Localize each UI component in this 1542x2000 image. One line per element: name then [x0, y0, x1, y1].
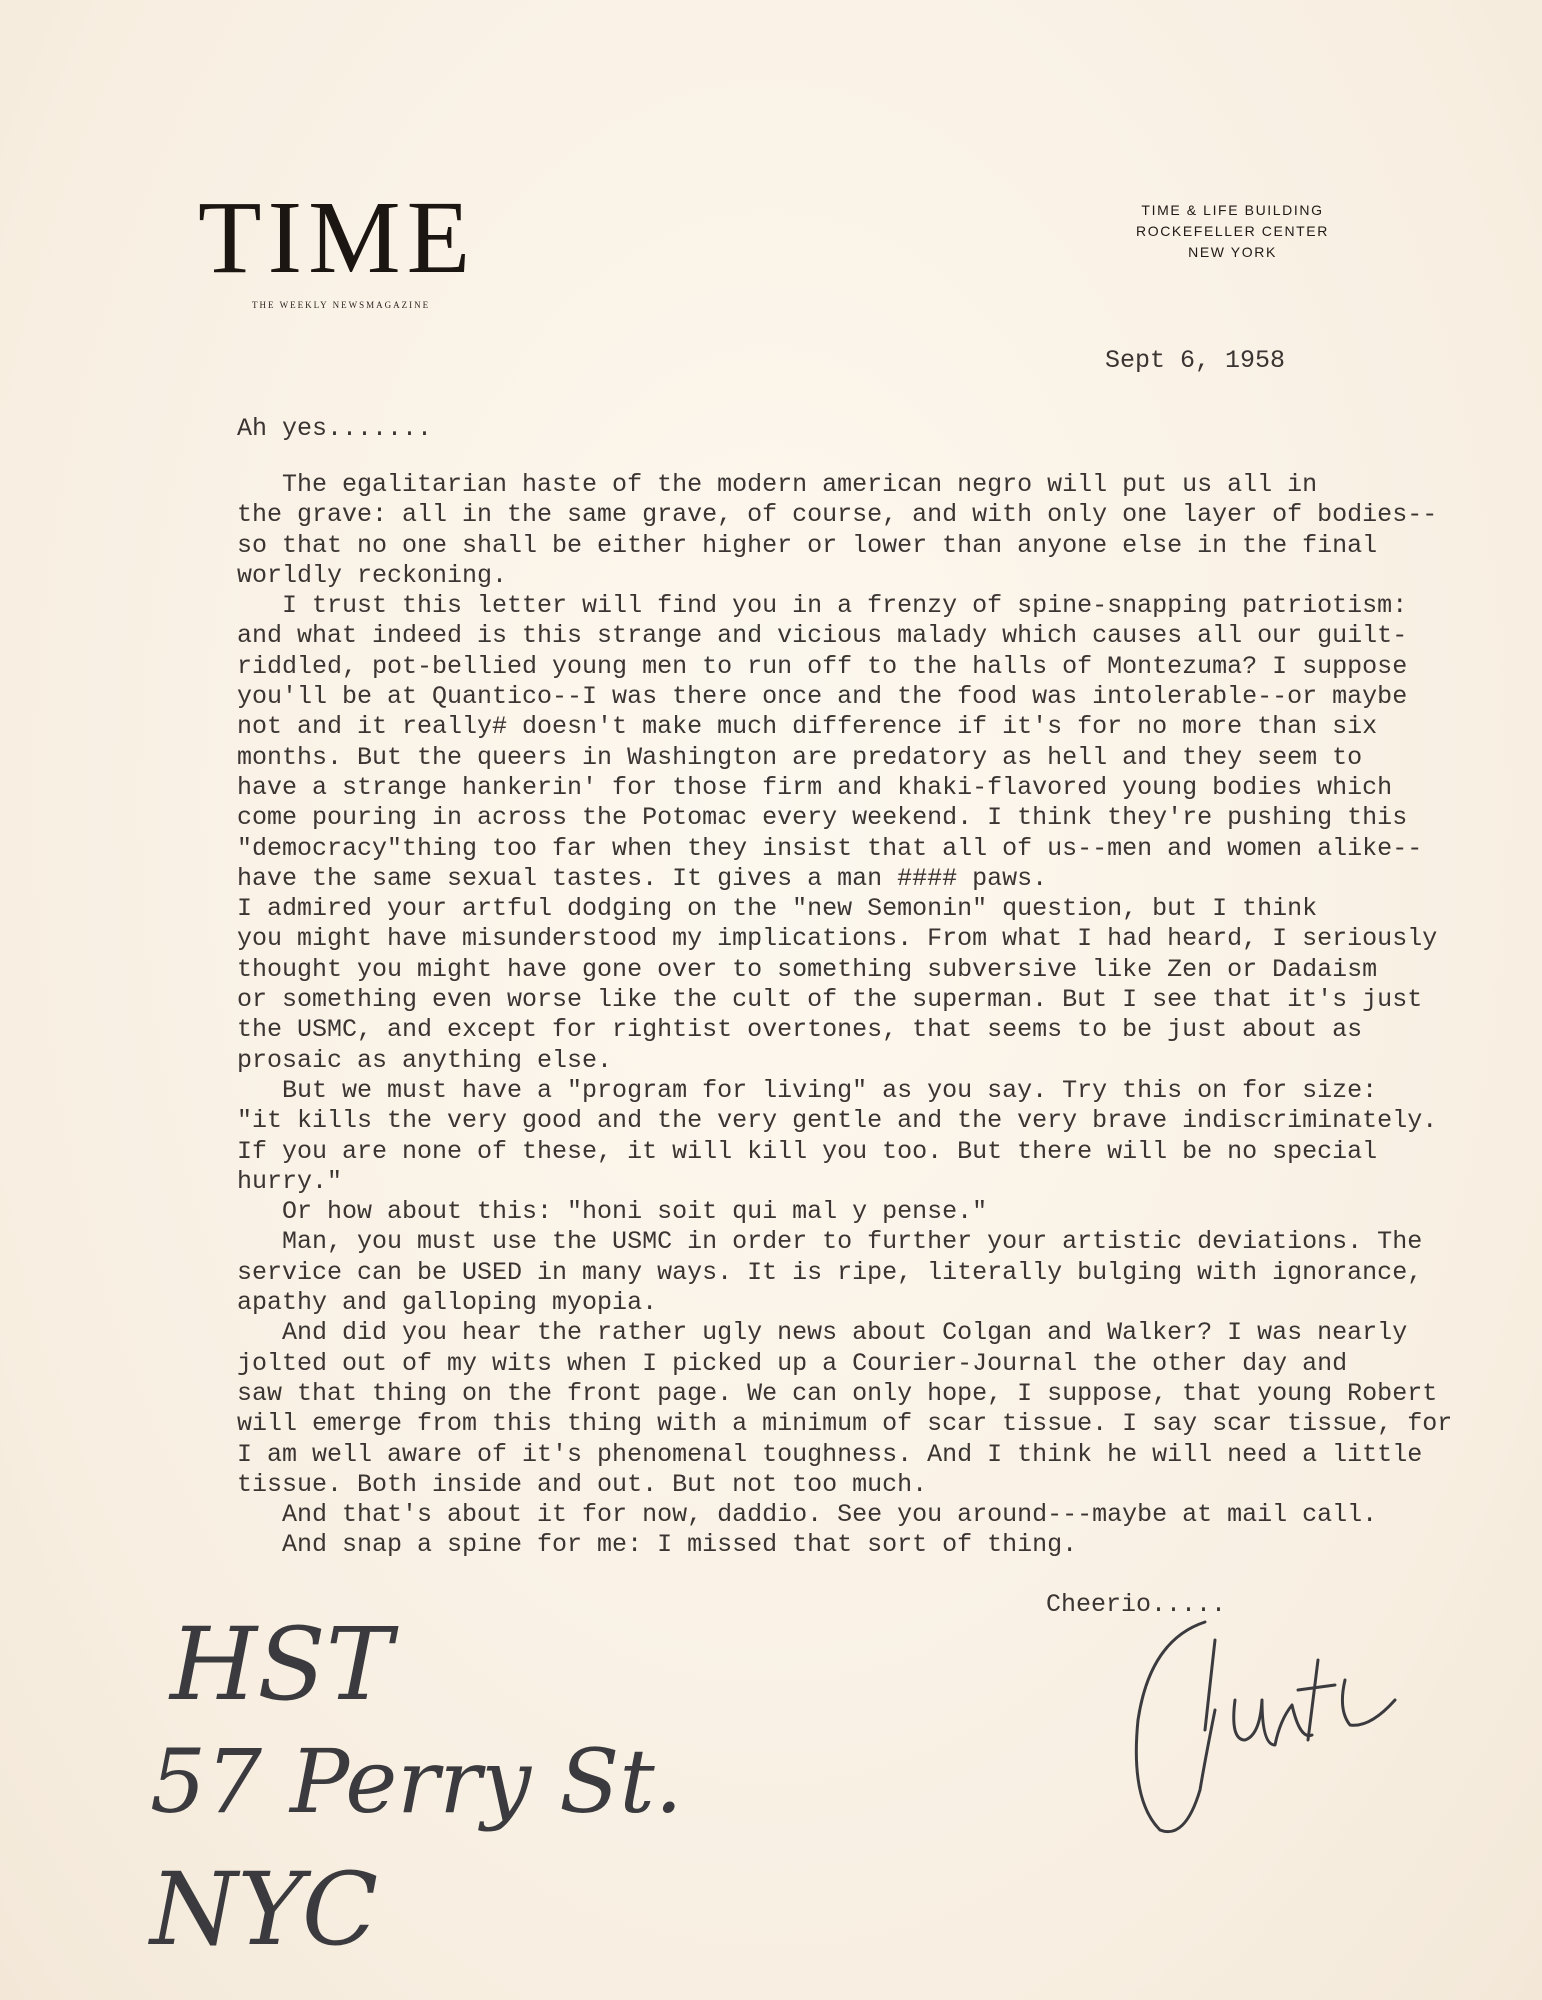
address-line: ROCKEFELLER CENTER — [1136, 223, 1329, 239]
body-line: I am well aware of it's phenomenal toughness. And I think he will need a little — [237, 1439, 1423, 1469]
handwritten-initials: HST — [170, 1606, 393, 1723]
body-line: service can be USED in many ways. It is ripe, literally bulging with ignorance, — [237, 1257, 1423, 1287]
body-line: come pouring in across the Potomac every weekend. I think they're pushing this — [237, 803, 1408, 833]
body-line: prosaic as anything else. — [237, 1045, 613, 1075]
time-logo: TIME — [198, 180, 477, 295]
body-line: thought you might have gone over to something subversive like Zen or Dadaism — [237, 954, 1378, 984]
body-line: I admired your artful dodging on the "new Semonin" question, but I think — [237, 894, 1318, 924]
body-line: And did you hear the rather ugly news about Colgan and Walker? I was nearly — [237, 1318, 1408, 1348]
body-line: so that no one shall be either higher or lower than anyone else in the final — [237, 530, 1378, 560]
handwritten-street: 57 Perry St. — [150, 1730, 683, 1833]
body-line: or something even worse like the cult of the superman. But I see that it's just — [237, 985, 1423, 1015]
body-line: you'll be at Quantico--I was there once and the food was intolerable--or maybe — [237, 682, 1408, 712]
body-line: riddled, pot-bellied young men to run off to the halls of Montezuma? I suppose — [237, 651, 1408, 681]
body-line: and what indeed is this strange and vicious malady which causes all our guilt- — [237, 621, 1408, 651]
body-line: will emerge from this thing with a minimum of scar tissue. I say scar tissue, for — [237, 1409, 1453, 1439]
address-line: NEW YORK — [1188, 244, 1277, 260]
body-line: months. But the queers in Washington are predatory as hell and they seem to — [237, 742, 1363, 772]
body-line: the USMC, and except for rightist overtones, that seems to be just about as — [237, 1015, 1363, 1045]
body-line: tissue. Both inside and out. But not too much. — [237, 1469, 928, 1499]
body-line: not and it really# doesn't make much difference if it's for no more than six — [237, 712, 1378, 742]
logo-tagline: THE WEEKLY NEWSMAGAZINE — [252, 300, 431, 310]
body-line: The egalitarian haste of the modern american negro will put us all in — [237, 470, 1318, 499]
body-line: apathy and galloping myopia. — [237, 1288, 658, 1318]
body-line: And that's about it for now, daddio. See you around---maybe at mail call. — [237, 1500, 1378, 1530]
body-line: the grave: all in the same grave, of course, and with only one layer of bodies-- — [237, 500, 1438, 530]
body-line: If you are none of these, it will kill you too. But there will be no special — [237, 1136, 1378, 1166]
body-line: hurry." — [237, 1166, 343, 1196]
signature — [1136, 1622, 1395, 1832]
body-line: jolted out of my wits when I picked up a Courier-Journal the other day and — [237, 1348, 1348, 1378]
body-line: worldly reckoning. — [237, 560, 508, 590]
body-line: saw that thing on the front page. We can only hope, I suppose, that young Robert — [237, 1378, 1438, 1408]
body-line: But we must have a "program for living" as you say. Try this on for size: — [237, 1075, 1378, 1105]
body-line: "democracy"thing too far when they insist that all of us--men and women alike-- — [237, 833, 1423, 863]
greeting: Ah yes....... — [237, 414, 433, 443]
letter-date: Sept 6, 1958 — [1105, 346, 1286, 375]
address-line: TIME & LIFE BUILDING — [1141, 202, 1324, 218]
body-line: And snap a spine for me: I missed that sort of thing. — [237, 1530, 1078, 1560]
handwritten-city: NYC — [150, 1851, 379, 1968]
body-line: Or how about this: "honi soit qui mal y pense." — [237, 1197, 988, 1227]
body-line: "it kills the very good and the very gentle and the very brave indiscriminately. — [237, 1106, 1438, 1136]
closing: Cheerio..... — [1046, 1590, 1227, 1619]
body-line: I trust this letter will find you in a frenzy of spine-snapping patriotism: — [237, 591, 1408, 621]
body-line: Man, you must use the USMC in order to further your artistic deviations. The — [237, 1227, 1423, 1257]
body-line: have the same sexual tastes. It gives a man #### paws. — [237, 863, 1048, 893]
body-line: have a strange hankerin' for those firm and khaki-flavored young bodies which — [237, 772, 1393, 802]
body-line: you might have misunderstood my implications. From what I had heard, I seriously — [237, 924, 1438, 954]
